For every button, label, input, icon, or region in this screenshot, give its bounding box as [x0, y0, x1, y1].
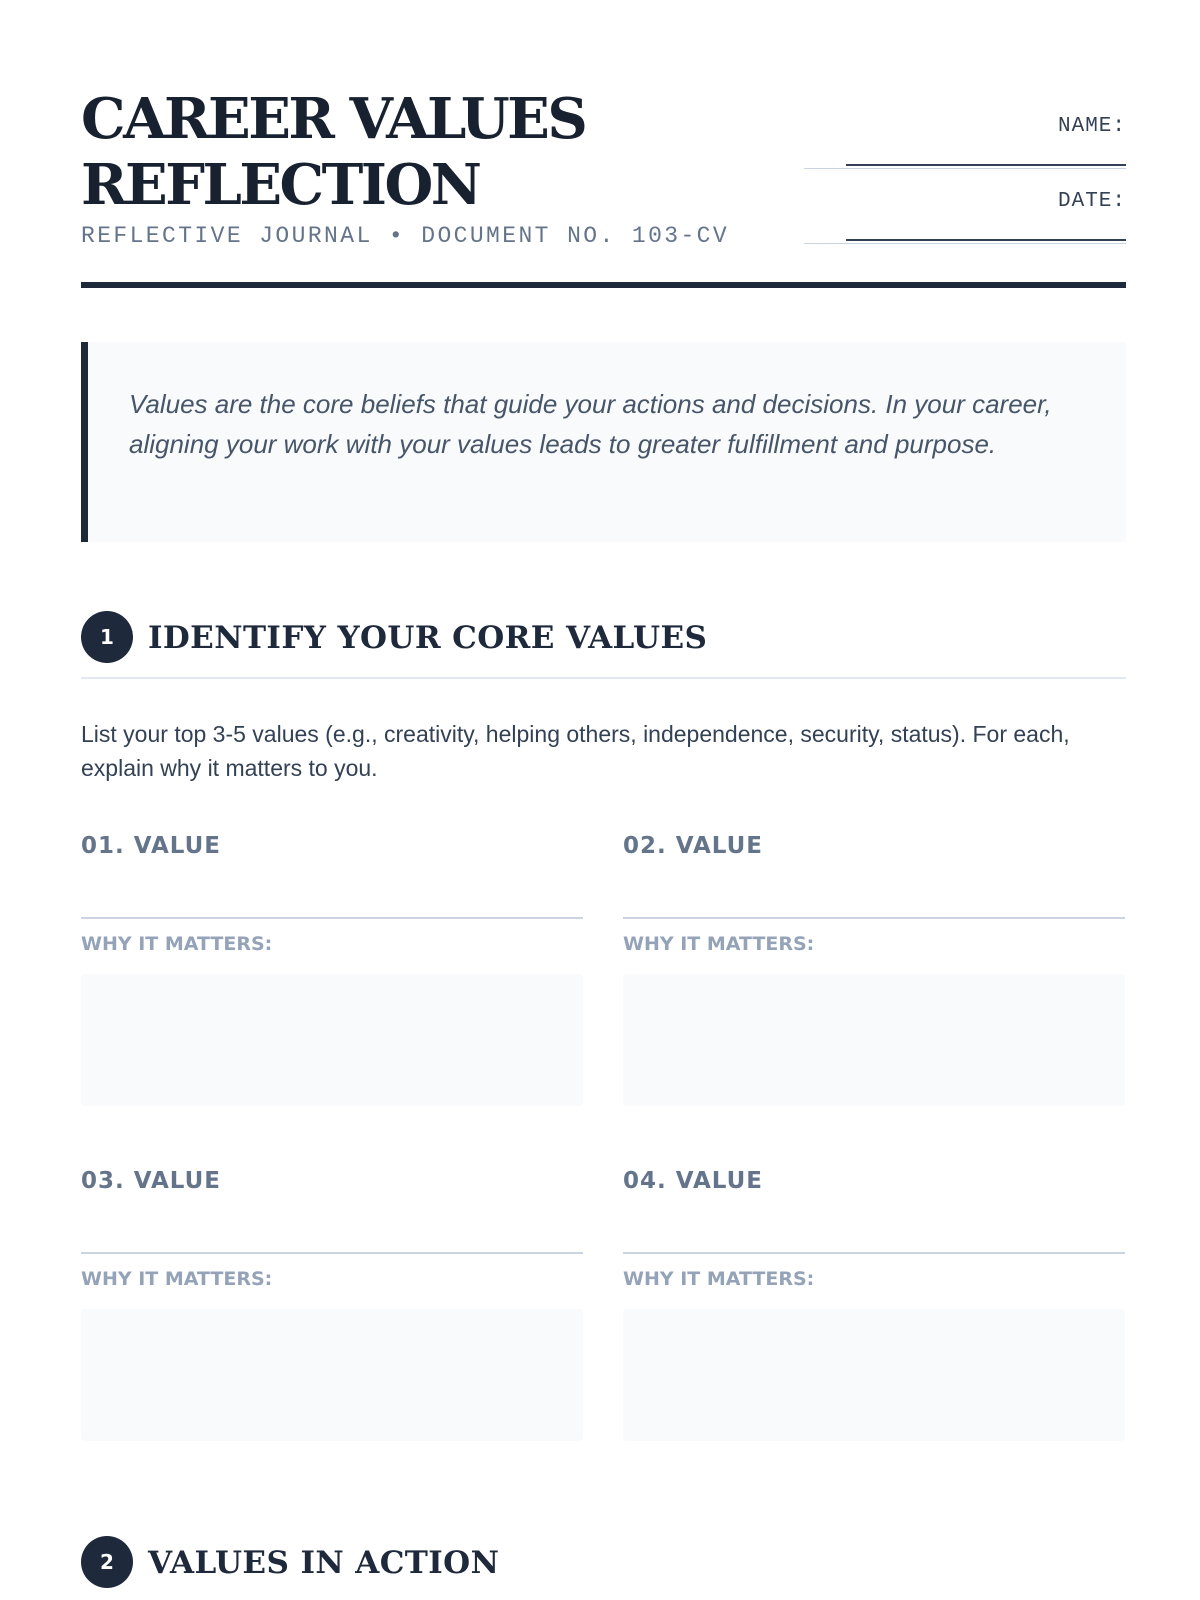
section-heading-1 — [81, 611, 1126, 679]
why-label: WHY IT MATTERS: — [623, 933, 815, 955]
value-input-line[interactable] — [81, 917, 583, 919]
value-input-line[interactable] — [623, 917, 1125, 919]
value-card-2 — [623, 831, 1125, 1106]
name-field[interactable] — [804, 114, 1126, 169]
intro-callout — [81, 342, 1126, 542]
value-label: 04. VALUE — [623, 1168, 764, 1194]
date-field[interactable] — [804, 189, 1126, 244]
name-underline — [804, 168, 1126, 169]
date-blank[interactable] — [846, 227, 1126, 241]
why-label: WHY IT MATTERS: — [623, 1268, 815, 1290]
section-title: VALUES IN ACTION — [148, 1545, 500, 1581]
value-card-3 — [81, 1166, 583, 1441]
document-subtitle: REFLECTIVE JOURNAL • DOCUMENT NO. 103-CV — [81, 223, 730, 249]
value-label: 03. VALUE — [81, 1168, 222, 1194]
value-card-1 — [81, 831, 583, 1106]
name-label: NAME: — [1057, 115, 1126, 138]
section-title: IDENTIFY YOUR CORE VALUES — [148, 620, 708, 656]
why-label: WHY IT MATTERS: — [81, 933, 273, 955]
intro-text: Values are the core beliefs that guide your actions and decisions. In your career, aligning your work with your values leads to greater fulfillment and purpose. — [129, 389, 1052, 459]
value-input-line[interactable] — [623, 1252, 1125, 1254]
why-text-area[interactable] — [81, 1309, 583, 1441]
header-divider — [81, 282, 1126, 288]
value-card-4 — [623, 1166, 1125, 1441]
why-label: WHY IT MATTERS: — [81, 1268, 273, 1290]
section-heading-2 — [81, 1536, 1126, 1600]
value-label: 01. VALUE — [81, 833, 222, 859]
name-blank[interactable] — [846, 152, 1126, 166]
date-label: DATE: — [1057, 190, 1126, 213]
section-number-badge: 2 — [81, 1536, 133, 1588]
why-text-area[interactable] — [623, 1309, 1125, 1441]
why-text-area[interactable] — [623, 974, 1125, 1106]
value-label: 02. VALUE — [623, 833, 764, 859]
value-input-line[interactable] — [81, 1252, 583, 1254]
section-number-badge: 1 — [81, 611, 133, 663]
date-underline — [804, 243, 1126, 244]
worksheet-page — [81, 0, 1126, 1600]
page-title: CAREER VALUES REFLECTION — [81, 86, 586, 218]
section-instructions: List your top 3-5 values (e.g., creativity, helping others, independence, security, status). For each, explain why it matters to you. — [81, 721, 1070, 781]
why-text-area[interactable] — [81, 974, 583, 1106]
